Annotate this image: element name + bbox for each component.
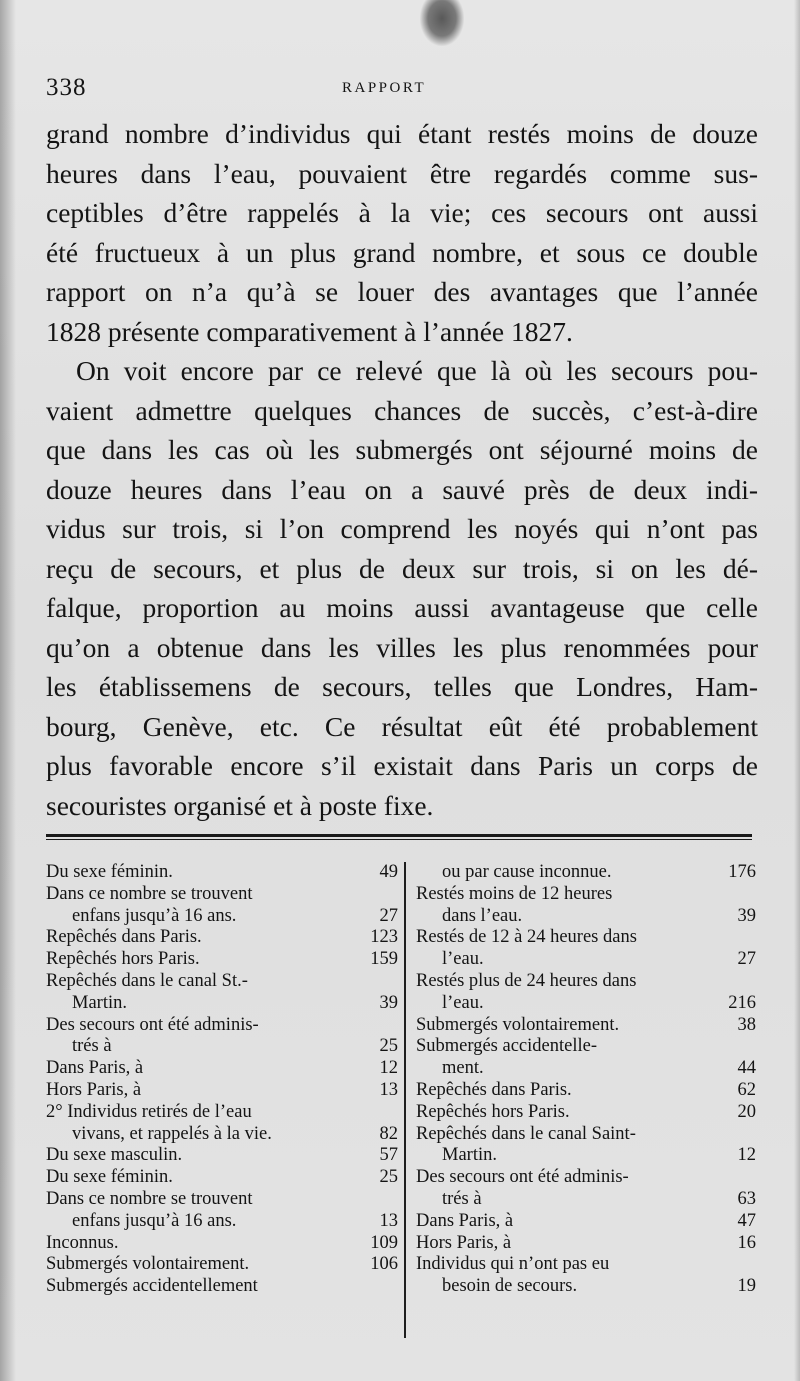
table-row	[46, 905, 398, 928]
row-value: 159	[370, 949, 398, 970]
table-row	[416, 927, 756, 949]
table-row	[416, 862, 756, 884]
row-label: l’eau.	[442, 949, 484, 970]
row-label: Individus qui n’ont pas eu	[416, 1254, 610, 1275]
row-label: Hors Paris, à	[46, 1079, 142, 1100]
table-row	[416, 1276, 756, 1298]
table-row	[46, 1079, 398, 1102]
text-line: douze heures dans l’eau on a sauvé près de deux indi-	[46, 473, 758, 505]
text-line: que dans les cas où les submergés ont séjourné moins de	[46, 434, 758, 465]
row-value: 25	[379, 1036, 398, 1057]
text-line: falque, proportion au moins aussi avantageuse que celle	[46, 592, 758, 623]
row-label: vivans, et rappelés à la vie.	[72, 1123, 272, 1144]
table-row	[416, 993, 756, 1015]
table-row	[416, 1254, 756, 1276]
text-line: 1828 présente comparativement à l’année 1827.	[46, 315, 573, 347]
row-label: Dans ce nombre se trouvent	[46, 1188, 253, 1209]
row-label: Des secours ont été adminis-	[416, 1167, 629, 1188]
table-row	[46, 1058, 398, 1080]
paragraph	[46, 114, 758, 351]
running-title: RAPPORT	[342, 80, 427, 96]
table-row	[46, 1145, 398, 1167]
table-row	[46, 992, 398, 1015]
row-label: Dans Paris, à	[46, 1058, 144, 1079]
table-row	[46, 1123, 398, 1146]
row-value: 27	[737, 949, 756, 970]
row-value: 12	[379, 1058, 398, 1079]
row-label: Repêchés dans Paris.	[416, 1079, 572, 1100]
table-row	[46, 1102, 376, 1124]
row-value: 25	[379, 1167, 398, 1188]
table-row	[416, 949, 756, 971]
row-label: Martin.	[442, 1145, 497, 1166]
table-row	[416, 1233, 756, 1255]
text-line: été fructueux à un plus grand nombre, et sous ce double	[46, 236, 758, 268]
row-label: Restés moins de 12 heures	[416, 883, 613, 904]
table-row	[416, 1036, 756, 1058]
paragraph	[46, 351, 758, 825]
table-row	[46, 949, 398, 971]
row-value: 19	[737, 1276, 756, 1297]
table-row	[416, 906, 756, 928]
row-value: 27	[379, 905, 398, 926]
table-row	[416, 1145, 756, 1167]
table-row	[416, 1211, 756, 1233]
table-row	[416, 1189, 756, 1211]
row-value: 39	[379, 992, 398, 1013]
page-edge-shadow	[0, 0, 16, 1381]
body-text	[46, 114, 758, 825]
table-row	[46, 1210, 398, 1233]
text-line: vidus sur trois, si l’on comprend les noyés qui n’ont pas	[46, 513, 758, 544]
row-label: Repêchés dans Paris.	[46, 927, 202, 948]
page-edge-shadow-right	[794, 0, 800, 1381]
table-row	[46, 1276, 376, 1298]
row-value: 57	[379, 1145, 398, 1166]
row-label: Du sexe féminin.	[46, 1167, 173, 1188]
row-label: Submergés volontairement.	[416, 1014, 620, 1035]
row-value: 109	[370, 1232, 398, 1253]
table-row	[416, 1124, 756, 1146]
row-label: enfans jusqu’à 16 ans.	[72, 905, 237, 926]
row-label: enfans jusqu’à 16 ans.	[72, 1210, 237, 1231]
text-line: qu’on a obtenue dans les villes les plus renommées pour	[46, 631, 758, 663]
row-value: 216	[728, 992, 756, 1013]
row-label: Restés plus de 24 heures dans	[416, 970, 637, 991]
text-line: secouristes organisé et à poste fixe.	[46, 789, 434, 821]
table-right-column	[416, 862, 756, 1298]
row-label: Martin.	[72, 992, 127, 1013]
statistics-table	[46, 862, 756, 1338]
column-divider	[404, 862, 406, 1338]
table-row	[46, 1232, 398, 1255]
row-label: Submergés accidentelle-	[416, 1036, 597, 1057]
row-value: 176	[728, 862, 756, 882]
text-line: plus favorable encore s’il existait dans Paris un corps de	[46, 750, 758, 781]
table-row	[46, 884, 376, 906]
table-row	[46, 971, 376, 993]
row-value: 47	[737, 1210, 756, 1231]
row-label: trés à	[72, 1036, 112, 1057]
table-row	[416, 1102, 756, 1124]
row-label: ou par cause inconnue.	[442, 862, 612, 882]
row-label: Submergés volontairement.	[46, 1254, 250, 1275]
row-value: 49	[379, 862, 398, 882]
table-row	[416, 1015, 756, 1037]
row-label: Inconnus.	[46, 1232, 119, 1253]
row-value: 16	[737, 1232, 756, 1253]
text-line: les établissemens de secours, telles que Londres, Ham-	[46, 671, 758, 702]
page-number: 338	[46, 74, 87, 101]
table-row	[46, 862, 398, 884]
text-line: heures dans l’eau, pouvaient être regardés comme sus-	[46, 157, 758, 189]
table-row	[416, 884, 756, 906]
row-value: 39	[737, 905, 756, 926]
text-line: bourg, Genève, etc. Ce résultat eût été probablement	[46, 710, 758, 742]
text-line: rapport on n’a qu’à se louer des avantages que l’année	[46, 276, 758, 307]
row-value: 63	[737, 1188, 756, 1209]
section-rule	[46, 834, 752, 840]
row-label: Des secours ont été adminis-	[46, 1014, 259, 1035]
table-left-column	[46, 862, 398, 1298]
text-line: On voit encore par ce relevé que là où les secours pou-	[76, 355, 758, 386]
row-label: Submergés accidentellement	[46, 1276, 258, 1297]
text-line: grand nombre d’individus qui étant restés moins de douze	[46, 118, 758, 149]
row-value: 62	[737, 1079, 756, 1100]
row-label: 2° Individus retirés de l’eau	[46, 1101, 252, 1122]
row-label: Hors Paris, à	[416, 1232, 512, 1253]
row-value: 82	[379, 1123, 398, 1144]
table-row	[46, 1254, 398, 1276]
table-row	[416, 1167, 756, 1189]
row-label: Repêchés hors Paris.	[416, 1101, 570, 1122]
table-row	[416, 1080, 756, 1102]
running-head	[46, 74, 758, 108]
text-line: reçu de secours, et plus de deux sur trois, si on les dé-	[46, 552, 758, 584]
ink-blot-mark	[420, 0, 464, 46]
row-label: Repêchés dans le canal Saint-	[416, 1123, 636, 1144]
row-label: Du sexe masculin.	[46, 1145, 183, 1166]
row-label: besoin de secours.	[442, 1276, 578, 1297]
row-value: 44	[737, 1058, 756, 1079]
row-label: l’eau.	[442, 992, 484, 1013]
table-row	[416, 1058, 756, 1080]
row-label: Repêchés dans le canal St.-	[46, 970, 248, 991]
row-label: dans l’eau.	[442, 905, 523, 926]
row-label: ment.	[442, 1058, 484, 1079]
table-row	[46, 927, 398, 949]
row-value: 20	[737, 1101, 756, 1122]
row-value: 13	[379, 1210, 398, 1231]
row-label: Dans Paris, à	[416, 1210, 514, 1231]
row-label: Du sexe féminin.	[46, 862, 173, 882]
row-label: Dans ce nombre se trouvent	[46, 883, 253, 904]
row-label: Repêchés hors Paris.	[46, 949, 200, 970]
table-row	[46, 1015, 376, 1037]
table-row	[46, 1167, 398, 1189]
text-line: vaient admettre quelques chances de succès, c’est-à-dire	[46, 394, 758, 426]
row-value: 12	[737, 1145, 756, 1166]
row-value: 38	[737, 1014, 756, 1035]
row-value: 106	[370, 1254, 398, 1275]
row-value: 13	[379, 1079, 398, 1100]
text-line: ceptibles d’être rappelés à la vie; ces secours ont aussi	[46, 197, 758, 228]
table-row	[46, 1189, 376, 1211]
row-label: Restés de 12 à 24 heures dans	[416, 927, 637, 948]
table-row	[416, 971, 756, 993]
row-value: 123	[370, 927, 398, 948]
table-row	[46, 1036, 398, 1058]
row-label: trés à	[442, 1188, 482, 1209]
